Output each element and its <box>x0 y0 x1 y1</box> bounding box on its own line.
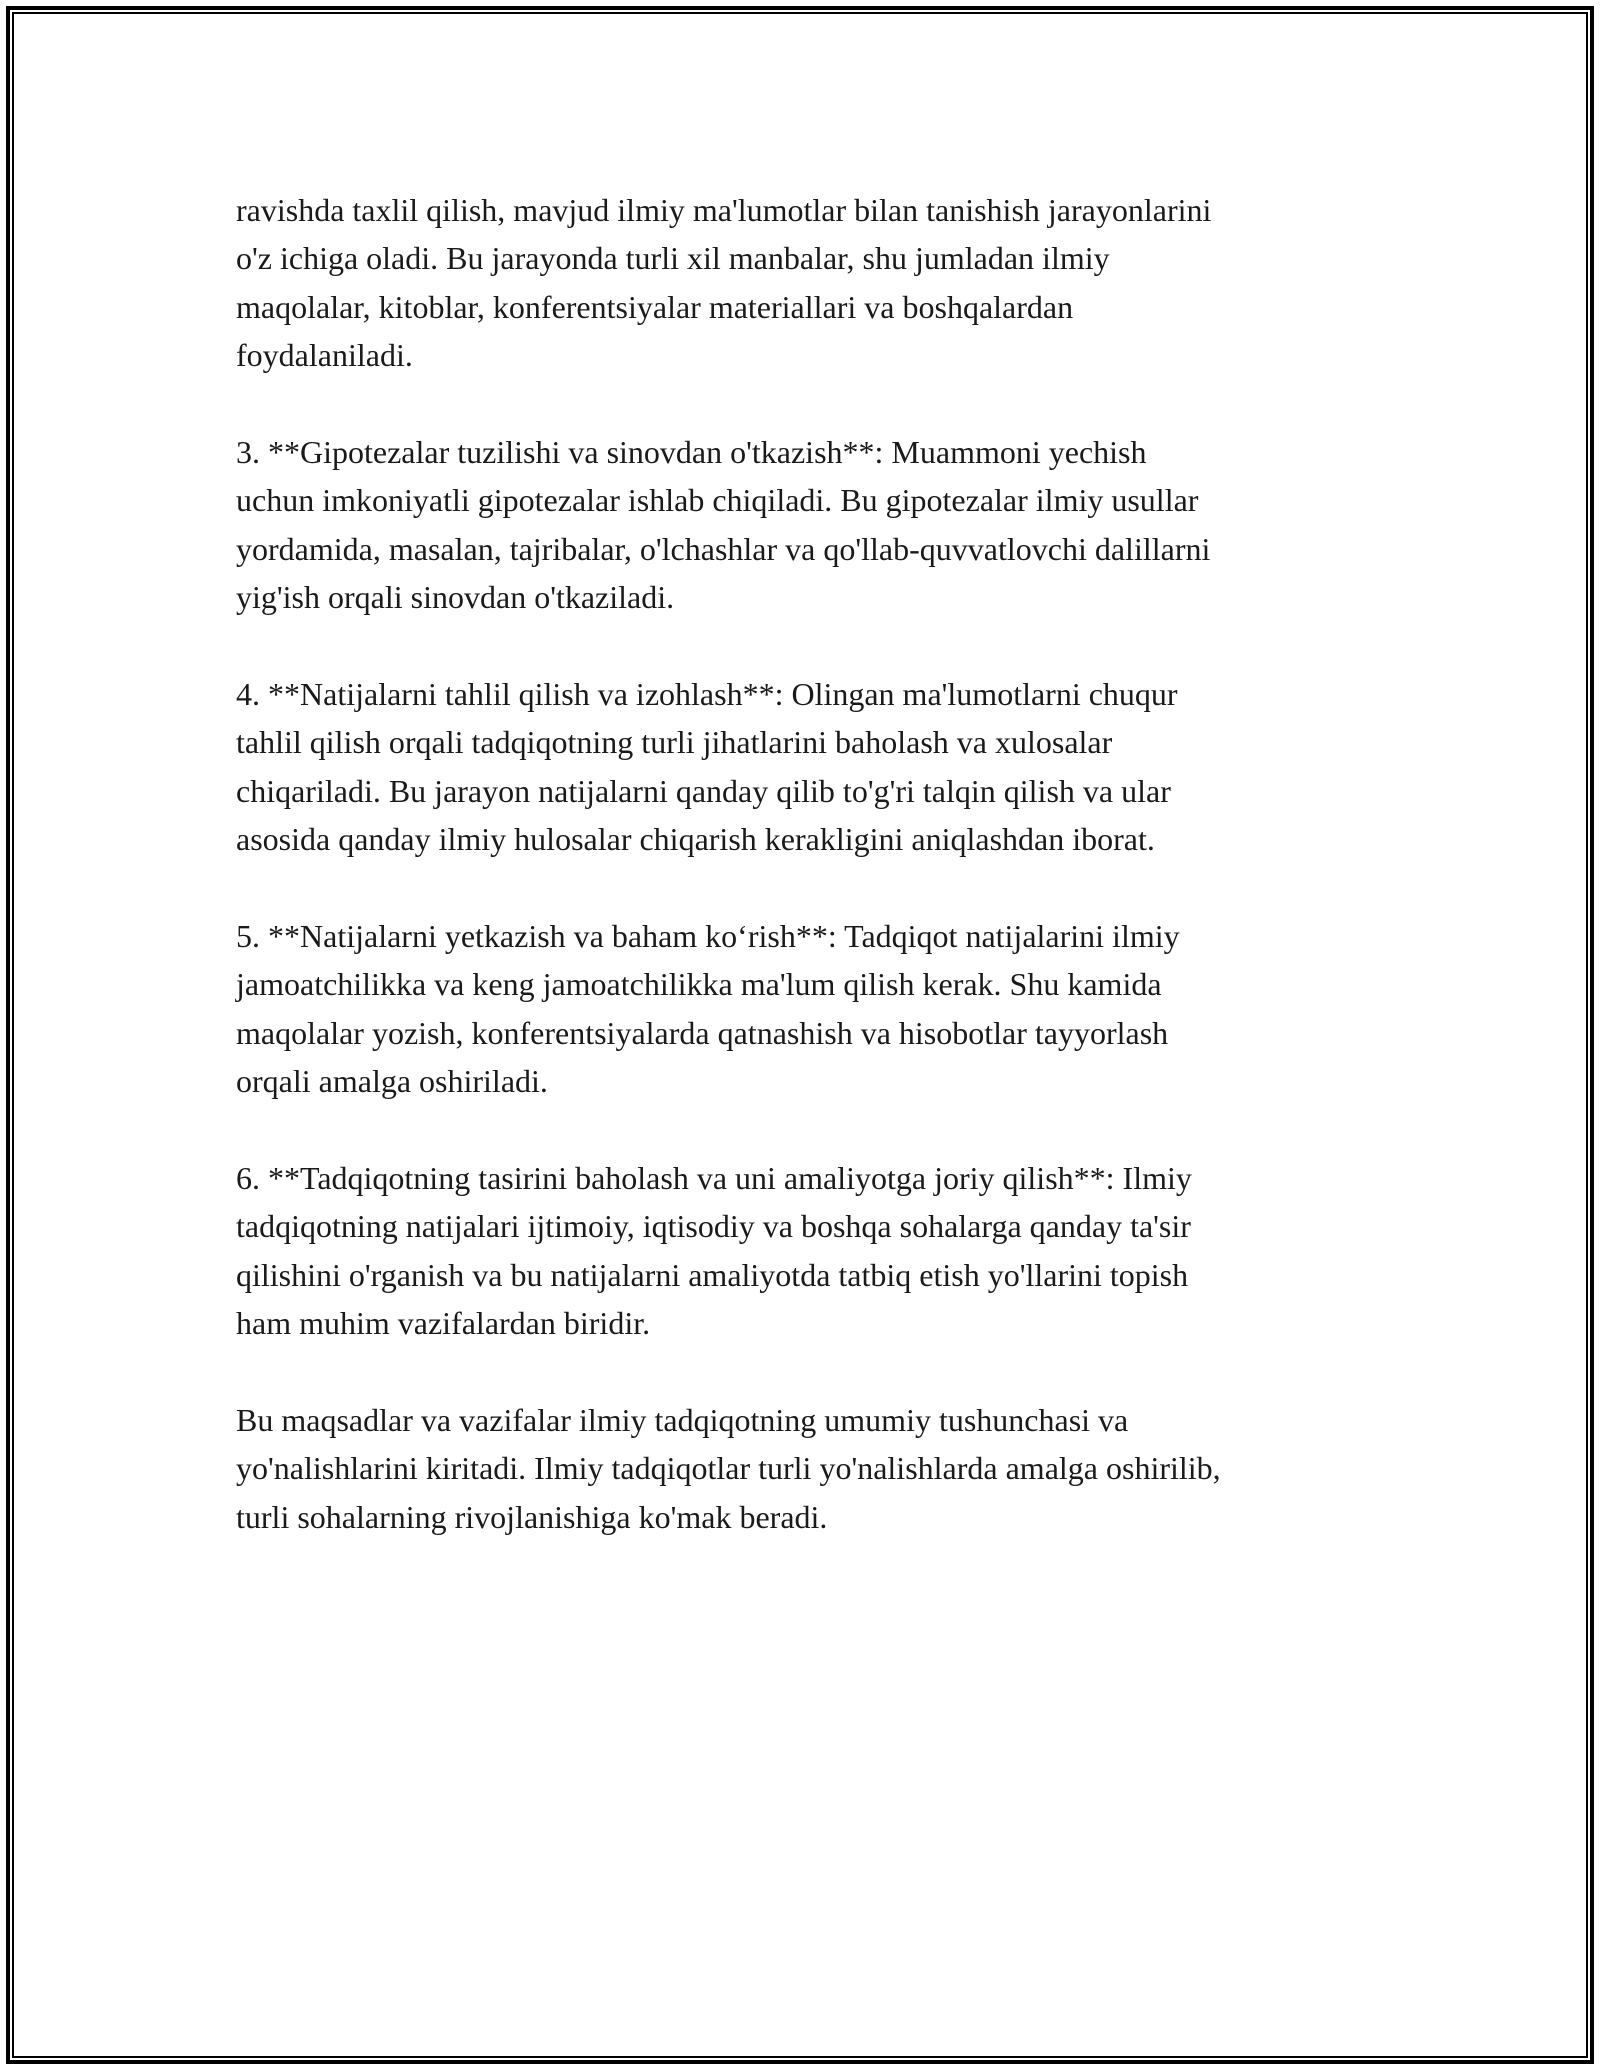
text-line: chiqariladi. Bu jarayon natijalarni qanday qilib to'g'ri talqin qilish va ular <box>236 772 1171 809</box>
text-line: foydalaniladi. <box>236 337 413 374</box>
text-line: 4. **Natijalarni tahlil qilish va izohlash**: Olingan ma'lumotlarni chuqur <box>236 676 1178 713</box>
text-line: qilishini o'rganish va bu natijalarni amaliyotda tatbiq etish yo'llarini topish <box>236 1256 1189 1293</box>
text-line: asosida qanday ilmiy hulosalar chiqarish kerakligini aniqlashdan iborat. <box>236 821 1155 858</box>
document-body <box>236 186 1376 1590</box>
text-line: Bu maqsadlar va vazifalar ilmiy tadqiqotning umumiy tushunchasi va <box>236 1402 1129 1439</box>
text-line: 5. **Natijalarni yetkazish va baham ko‘rish**: Tadqiqot natijalarini ilmiy <box>236 918 1180 955</box>
paragraph-item-4 <box>236 670 1376 864</box>
text-line: o'z ichiga oladi. Bu jarayonda turli xil manbalar, shu jumladan ilmiy <box>236 240 1110 277</box>
text-line: ravishda taxlil qilish, mavjud ilmiy ma'lumotlar bilan tanishish jarayonlarini <box>236 192 1212 228</box>
text-line: maqolalar yozish, konferentsiyalarda qatnashish va hisobotlar tayyorlash <box>236 1014 1169 1051</box>
text-line: jamoatchilikka va keng jamoatchilikka ma'lum qilish kerak. Shu kamida <box>236 966 1162 1003</box>
text-line: 6. **Tadqiqotning tasirini baholash va uni amaliyotga joriy qilish**: Ilmiy <box>236 1160 1192 1197</box>
text-line: turli sohalarning rivojlanishiga ko'mak beradi. <box>236 1498 828 1535</box>
text-line: tadqiqotning natijalari ijtimoiy, iqtisodiy va boshqa sohalarga qanday ta'sir <box>236 1208 1191 1245</box>
text-line: uchun imkoniyatli gipotezalar ishlab chiqiladi. Bu gipotezalar ilmiy usullar <box>236 482 1199 519</box>
text-line: yordamida, masalan, tajribalar, o'lchashlar va qo'llab-quvvatlovchi dalillarni <box>236 530 1211 567</box>
paragraph-conclusion <box>236 1396 1376 1541</box>
paragraph-item-3 <box>236 428 1376 622</box>
text-line: 3. **Gipotezalar tuzilishi va sinovdan o'tkazish**: Muammoni yechish <box>236 434 1147 471</box>
text-line: yo'nalishlarini kiritadi. Ilmiy tadqiqotlar turli yo'nalishlarda amalga oshirilib, <box>236 1450 1221 1487</box>
text-line: tahlil qilish orqali tadqiqotning turli jihatlarini baholash va xulosalar <box>236 724 1113 761</box>
text-line: maqolalar, kitoblar, konferentsiyalar materiallari va boshqalardan <box>236 288 1074 325</box>
paragraph-item-5 <box>236 912 1376 1106</box>
text-line: ham muhim vazifalardan biridir. <box>236 1305 651 1342</box>
paragraph-item-6 <box>236 1154 1376 1348</box>
paragraph-continuation <box>236 186 1376 380</box>
text-line: yig'ish orqali sinovdan o'tkaziladi. <box>236 579 675 616</box>
text-line: orqali amalga oshiriladi. <box>236 1063 548 1100</box>
